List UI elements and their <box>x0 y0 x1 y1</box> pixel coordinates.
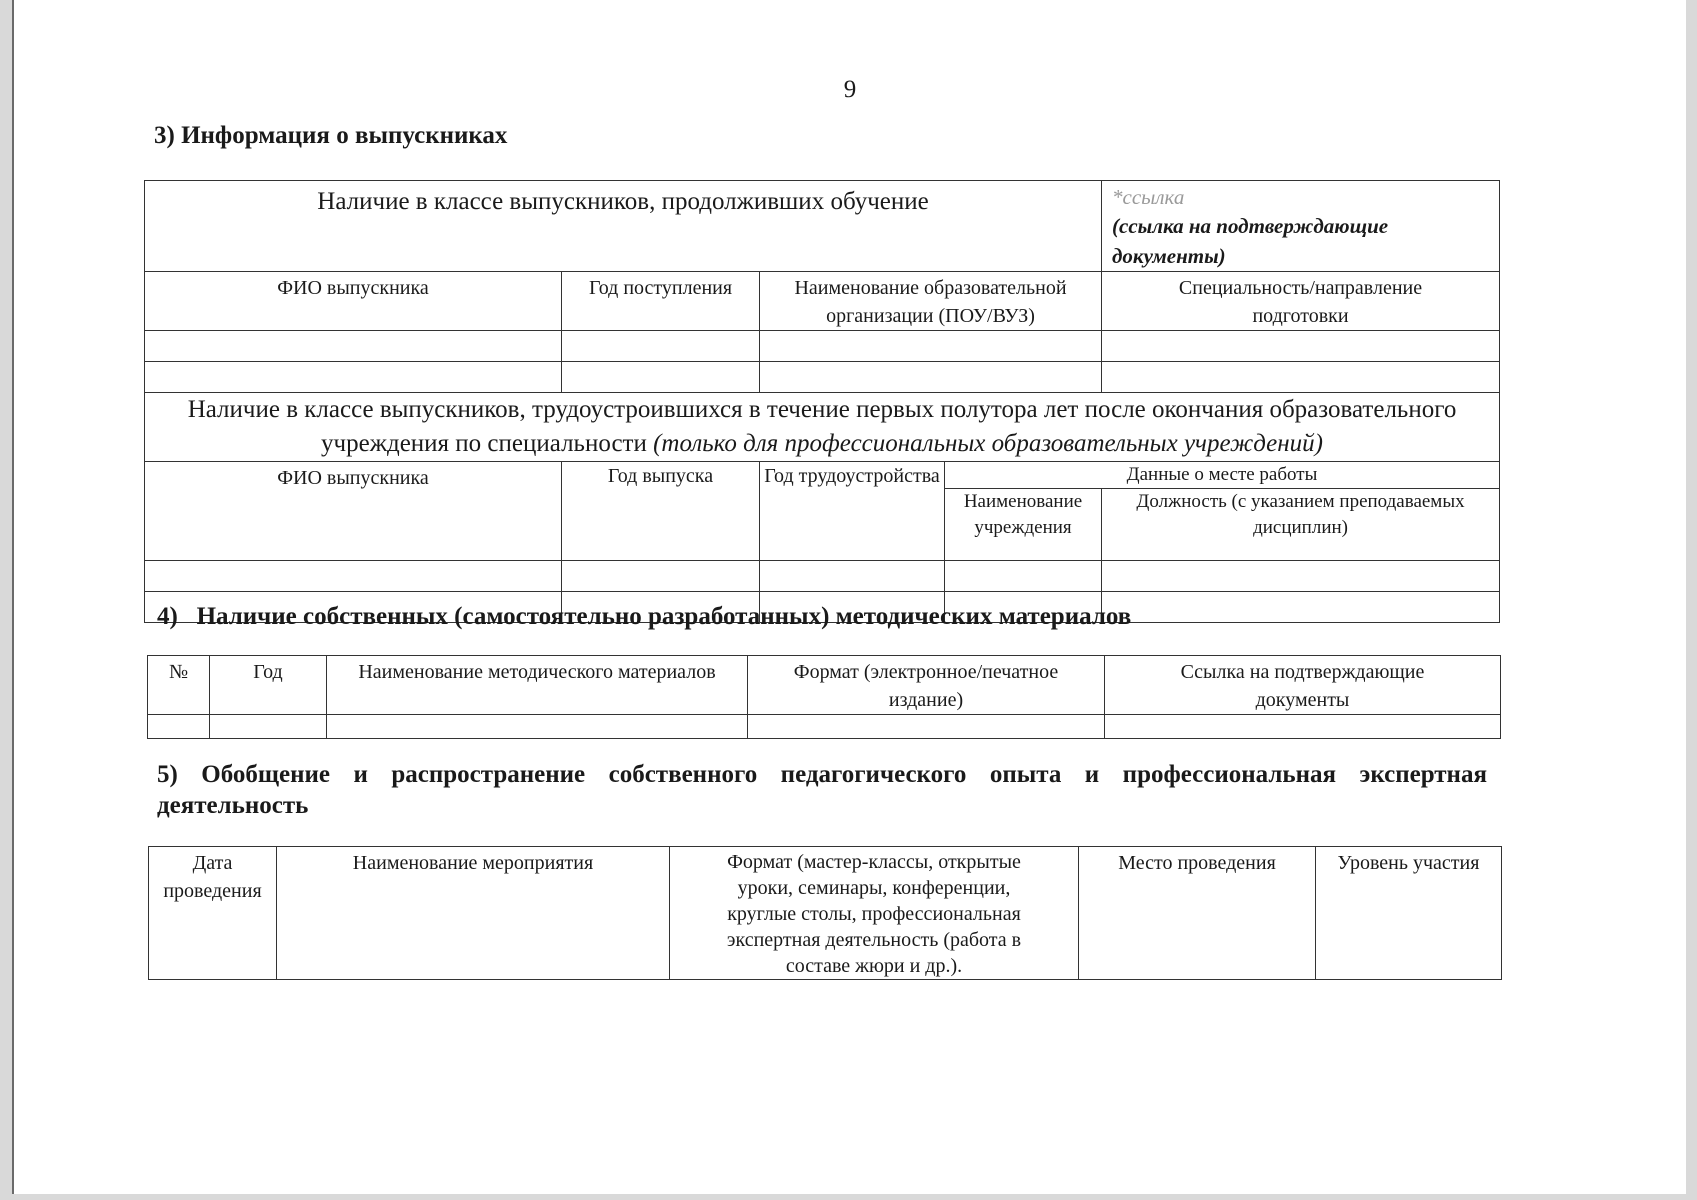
page-number: 9 <box>843 76 857 103</box>
empty-cell[interactable] <box>562 362 760 393</box>
empty-cell[interactable] <box>1102 362 1500 393</box>
col-header-specialty: Специальность/направление подготовки <box>1102 272 1500 331</box>
reference-note: (ссылка на подтверждающие документы) <box>1112 214 1389 268</box>
table-row <box>148 715 1501 739</box>
col-header-venue: Место проведения <box>1079 847 1316 980</box>
col-header-event-format: Формат (мастер-классы, открытые уроки, семинары, конференции, круглые столы, профессиональная экспертная деятельность (работа в составе жюри и др.). <box>670 847 1079 980</box>
table-row <box>145 561 1500 592</box>
empty-cell[interactable] <box>760 331 1102 362</box>
employed-title-note: (только для профессиональных образовательных учреждений) <box>653 430 1323 457</box>
empty-cell[interactable] <box>148 715 210 739</box>
col-header-material-name: Наименование методического материалов <box>327 656 748 715</box>
methodical-materials-table <box>147 655 1501 739</box>
col-header-workplace: Данные о месте работы <box>945 462 1500 489</box>
empty-cell[interactable] <box>748 715 1105 739</box>
empty-cell[interactable] <box>145 561 562 592</box>
col-header-employment-year: Год трудоустройства <box>760 462 945 561</box>
document-page <box>12 0 1686 1194</box>
section-5-heading: 5) Обобщение и распространение собственного педагогического опыта и профессиональная экспертная деятельность <box>157 761 1487 819</box>
col-header-number: № <box>148 656 210 715</box>
table-row <box>145 362 1500 393</box>
experience-sharing-table <box>148 846 1502 980</box>
empty-cell[interactable] <box>562 331 760 362</box>
empty-cell[interactable] <box>145 331 562 362</box>
table-row <box>145 331 1500 362</box>
col-header-event-name: Наименование мероприятия <box>277 847 670 980</box>
col-header-fio-2: ФИО выпускника <box>145 462 562 561</box>
empty-cell[interactable] <box>210 715 327 739</box>
continued-study-title: Наличие в классе выпускников, продолживших обучение <box>145 181 1102 272</box>
col-header-position: Должность (с указанием преподаваемых дисциплин) <box>1102 489 1500 561</box>
col-header-date: Дата проведения <box>149 847 277 980</box>
col-header-organization: Наименование образовательной организации (ПОУ/ВУЗ) <box>760 272 1102 331</box>
employed-title-text: Наличие в классе выпускников, трудоустроившихся в течение первых полутора лет после окончания образовательного учреждения по специальности <box>187 396 1457 457</box>
empty-cell[interactable] <box>1102 331 1500 362</box>
reference-cell <box>1102 181 1500 272</box>
col-header-participation-level: Уровень участия <box>1316 847 1502 980</box>
graduates-table <box>144 180 1500 623</box>
empty-cell[interactable] <box>327 715 748 739</box>
empty-cell[interactable] <box>760 561 945 592</box>
section-3-heading: 3) Информация о выпускниках <box>154 122 508 149</box>
reference-link[interactable]: *ссылка <box>1112 185 1185 209</box>
col-header-graduation-year: Год выпуска <box>562 462 760 561</box>
col-header-docs-link: Ссылка на подтверждающие документы <box>1105 656 1501 715</box>
col-header-year: Год <box>210 656 327 715</box>
section-4-heading: 4) Наличие собственных (самостоятельно разработанных) методических материалов <box>157 603 1132 630</box>
empty-cell[interactable] <box>945 561 1102 592</box>
col-header-institution-name: Наименование учреждения <box>945 489 1102 561</box>
empty-cell[interactable] <box>145 362 562 393</box>
empty-cell[interactable] <box>1102 592 1500 623</box>
empty-cell[interactable] <box>1102 561 1500 592</box>
col-header-format: Формат (электронное/печатное издание) <box>748 656 1105 715</box>
col-header-admission-year: Год поступления <box>562 272 760 331</box>
col-header-fio: ФИО выпускника <box>145 272 562 331</box>
employed-title <box>145 393 1500 462</box>
empty-cell[interactable] <box>760 362 1102 393</box>
empty-cell[interactable] <box>562 561 760 592</box>
empty-cell[interactable] <box>1105 715 1501 739</box>
